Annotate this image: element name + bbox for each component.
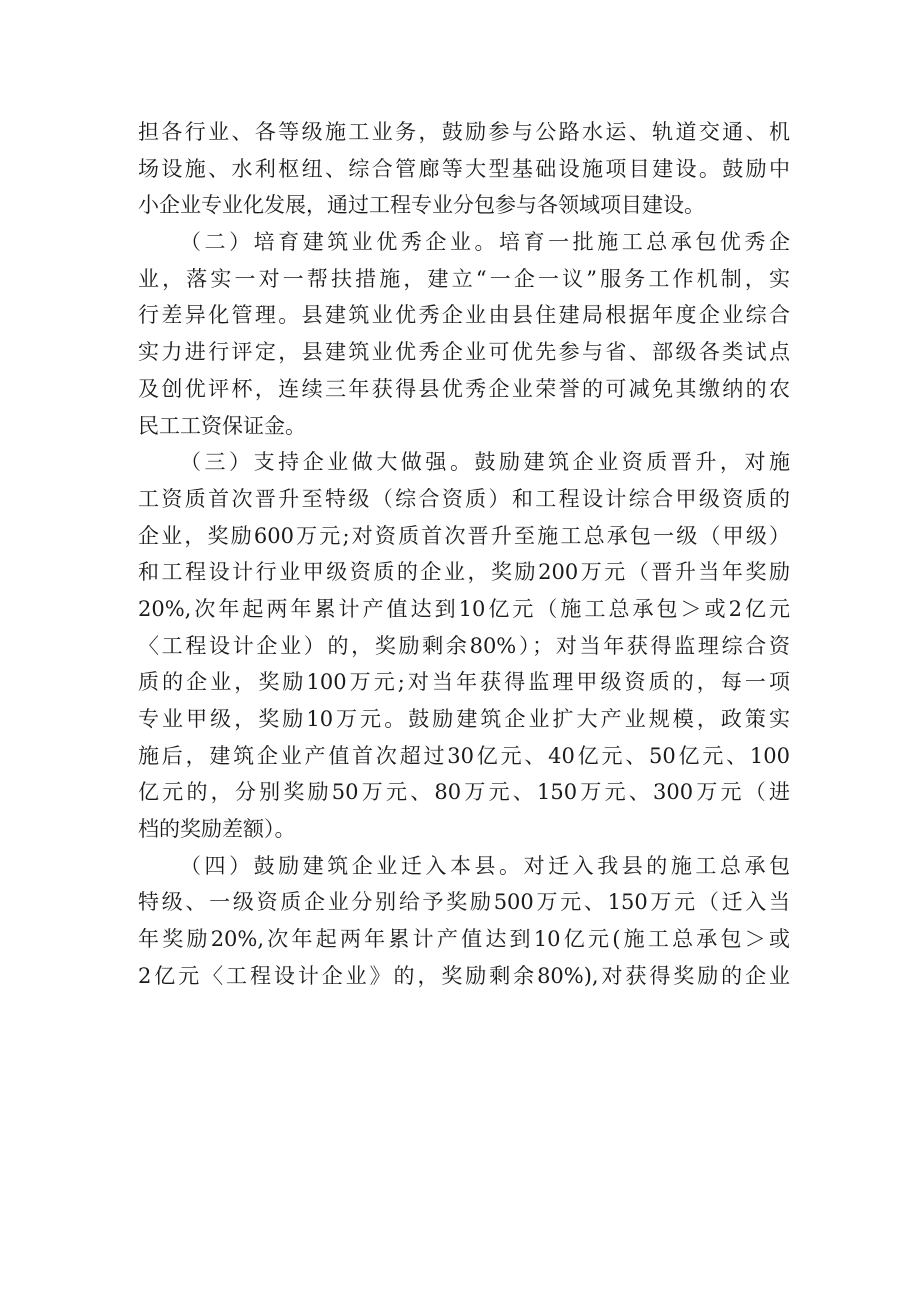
text-line: 企业，奖励600万元;对资质首次晋升至施工总承包一级（甲级）	[138, 523, 790, 548]
text-line: （二）培育建筑业优秀企业。培育一批施工总承包优秀企	[180, 230, 790, 255]
text-line: 民工工资保证金。	[138, 413, 306, 438]
text-line: 和工程设计行业甲级资质的企业，奖励200万元（晋升当年奖励	[138, 560, 790, 585]
paragraph-4	[138, 848, 790, 995]
paragraph-1	[138, 114, 790, 224]
paragraph-3	[138, 444, 790, 848]
text-line: 2亿元〈工程设计企业》的，奖励剩余80%),对获得奖励的企业	[138, 963, 790, 988]
text-line: （三）支持企业做大做强。鼓励建筑企业资质晋升，对施	[180, 450, 790, 475]
text-line: 亿元的，分别奖励50万元、80万元、150万元、300万元（进	[138, 780, 790, 805]
text-line: 档的奖励差额）。	[138, 817, 296, 842]
text-line: 20%,次年起两年累计产值达到10亿元（施工总承包＞或2亿元	[138, 596, 790, 621]
text-line: （四）鼓励建筑企业迁入本县。对迁入我县的施工总承包	[180, 853, 790, 878]
text-line: 〈工程设计企业）的，奖励剩余80%）；对当年获得监理综合资	[138, 633, 790, 658]
text-line: 工资质首次晋升至特级（综合资质）和工程设计综合甲级资质的	[138, 486, 790, 511]
text-line: 业，落实一对一帮扶措施，建立“一企一议”服务工作机制，实	[138, 266, 790, 291]
text-line: 质的企业，奖励100万元;对当年获得监理甲级资质的，每一项	[138, 670, 790, 695]
text-line: 年奖励20%,次年起两年累计产值达到10亿元(施工总承包＞或	[138, 927, 790, 952]
text-line: 及创优评杯，连续三年获得县优秀企业荣誉的可减免其缴纳的农	[138, 376, 790, 401]
paragraph-2	[138, 224, 790, 444]
text-line: 施后，建筑企业产值首次超过30亿元、40亿元、50亿元、100	[138, 743, 790, 768]
document-body	[138, 114, 790, 995]
text-line: 小企业专业化发展，通过工程专业分包参与各领域项目建设。	[138, 193, 705, 218]
text-line: 实力进行评定，县建筑业优秀企业可优先参与省、部级各类试点	[138, 340, 790, 365]
text-line: 担各行业、各等级施工业务，鼓励参与公路水运、轨道交通、机	[138, 120, 790, 144]
text-line: 特级、一级资质企业分别给予奖励500万元、150万元（迁入当	[138, 890, 790, 915]
text-line: 专业甲级，奖励10万元。鼓励建筑企业扩大产业规模，政策实	[138, 707, 790, 731]
text-line: 行差异化管理。县建筑业优秀企业由县住建局根据年度企业综合	[138, 303, 790, 328]
text-line: 场设施、水利枢纽、综合管廊等大型基础设施项目建设。鼓励中	[138, 156, 790, 181]
